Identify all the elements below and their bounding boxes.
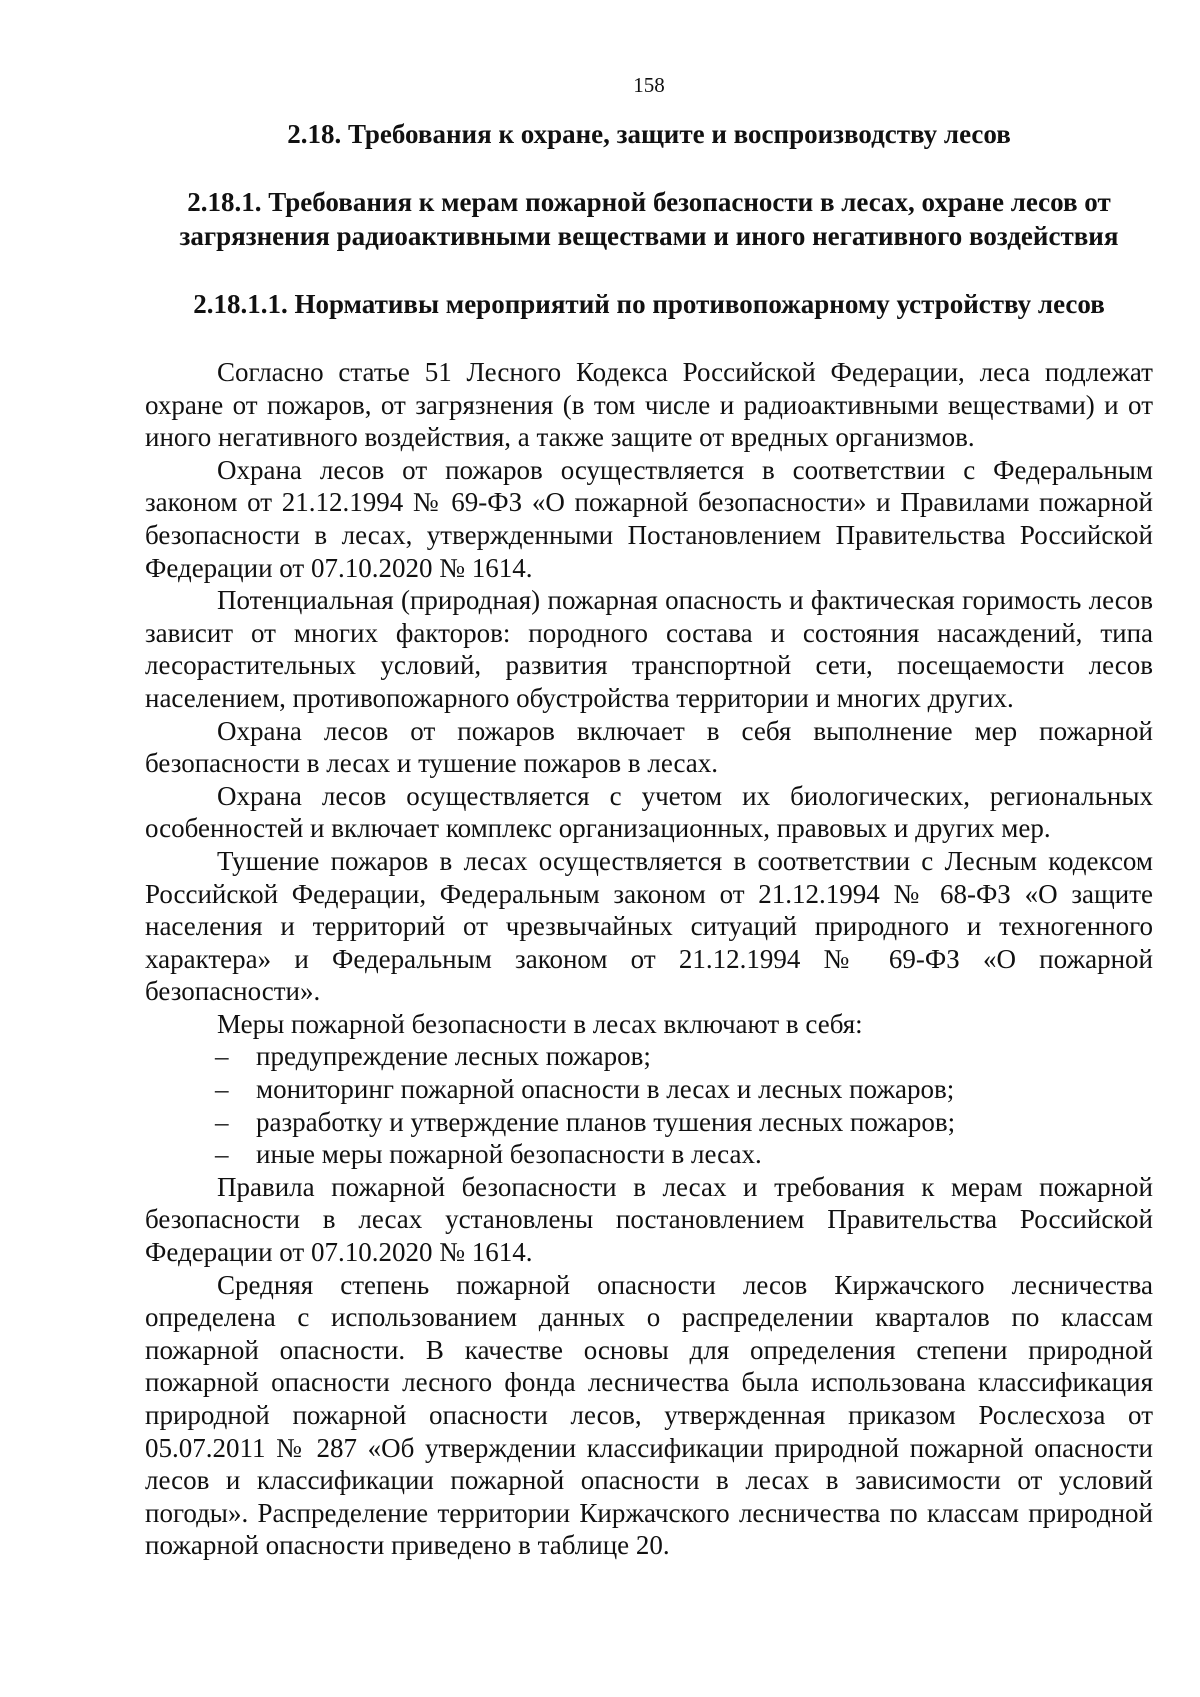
list-item-text: мониторинг пожарной опасности в лесах и лесных пожаров; xyxy=(256,1074,955,1105)
section-heading-2-18: 2.18. Требования к охране, защите и воспроизводству лесов xyxy=(287,119,1011,149)
paragraph: Охрана лесов от пожаров осуществляется в соответствии с Федеральным законом от 21.12.1994 № 69-ФЗ «О пожарной безопасности» и Правилами пожарной безопасности в лесах, утвержденными Постановлением Правительства Российской Федерации от 07.10.2020 № 1614. xyxy=(145,454,1153,583)
fire-safety-measures-list xyxy=(145,1040,1153,1170)
paragraph: Правила пожарной безопасности в лесах и требования к мерам пожарной безопасности в лесах установлены постановлением Правительства Российской Федерации от 07.10.2020 № 1614. xyxy=(145,1171,1153,1268)
page-number: 158 xyxy=(633,73,665,97)
body-text xyxy=(145,356,1153,1562)
paragraph: Меры пожарной безопасности в лесах включают в себя: xyxy=(217,1008,863,1039)
list-dash: – xyxy=(215,1139,229,1170)
list-item-text: разработку и утверждение планов тушения лесных пожаров; xyxy=(256,1106,956,1137)
subsubsection-heading-2-18-1-1: 2.18.1.1. Нормативы мероприятий по противопожарному устройству лесов xyxy=(193,289,1105,319)
list-item xyxy=(145,1073,1153,1106)
paragraph: Тушение пожаров в лесах осуществляется в соответствии с Лесным кодексом Российской Федерации, Федеральным законом от 21.12.1994 № 68-ФЗ «О защите населения и территорий от чрезвычайных ситуаций природного и техногенного характера» и Федеральным законом от 21.12.1994 № 69-ФЗ «О пожарной безопасности». xyxy=(145,845,1153,1007)
subsection-heading-2-18-1: 2.18.1. Требования к мерам пожарной безопасности в лесах, охране лесов от загрязнения радиоактивными веществами и иного негативного воздействия xyxy=(179,187,1119,251)
list-item xyxy=(145,1138,1153,1171)
list-item-text: иные меры пожарной безопасности в лесах. xyxy=(256,1139,762,1170)
list-dash: – xyxy=(215,1074,229,1105)
paragraph: Согласно статье 51 Лесного Кодекса Российской Федерации, леса подлежат охране от пожаров, от загрязнения (в том числе и радиоактивными веществами) и от иного негативного воздействия, а также защите от вредных организмов. xyxy=(145,357,1153,453)
paragraph: Средняя степень пожарной опасности лесов Киржачского лесничества определена с использованием данных о распределении кварталов по классам пожарной опасности. В качестве основы для определения степени природной пожарной опасности лесного фонда лесничества была использована классификация природной пожарной опасности лесов, утвержденная приказом Рослесхоза от 05.07.2011 № 287 «Об утверждении классификации природной пожарной опасности лесов и классификации пожарной опасности в лесах в зависимости от условий погоды». Распределение территории Киржачского лесничества по классам природной пожарной опасности приведено в таблице 20. xyxy=(145,1269,1153,1561)
list-item xyxy=(145,1106,1153,1139)
list-dash: – xyxy=(215,1041,229,1072)
list-dash: – xyxy=(215,1106,229,1137)
paragraph: Потенциальная (природная) пожарная опасность и фактическая горимость лесов зависит от многих факторов: породного состава и состояния насаждений, типа лесорастительных условий, развития транспортной сети, посещаемости лесов населением, противопожарного обустройства территории и многих других. xyxy=(145,585,1153,713)
paragraph: Охрана лесов от пожаров включает в себя выполнение мер пожарной безопасности в лесах и тушение пожаров в лесах. xyxy=(145,715,1153,779)
paragraph: Охрана лесов осуществляется с учетом их биологических, региональных особенностей и включает комплекс организационных, правовых и других мер. xyxy=(145,780,1153,844)
list-item-text: предупреждение лесных пожаров; xyxy=(256,1041,651,1072)
list-item xyxy=(145,1040,1153,1073)
